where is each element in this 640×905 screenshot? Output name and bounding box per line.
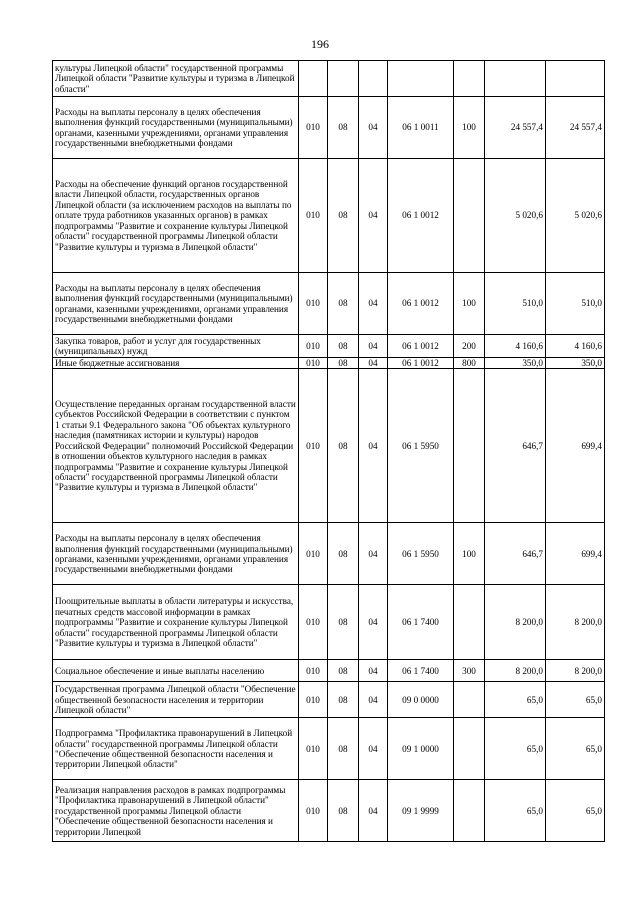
expense-type-code: 200: [454, 335, 485, 358]
amount-year-2: 699,4: [546, 369, 605, 523]
table-row: [53, 97, 605, 159]
table-row: [53, 585, 605, 660]
table-row: [53, 369, 605, 523]
amount-year-1: 5 020,6: [485, 159, 546, 273]
section-code: 08: [328, 718, 359, 780]
section-code: 08: [328, 660, 359, 682]
row-description: Государственная программа Липецкой области "Обеспечение общественной безопасности населения и территории Липецкой области": [53, 682, 299, 718]
table-row: [53, 273, 605, 335]
expense-type-code: 100: [454, 97, 485, 159]
subsection-code: 04: [359, 358, 388, 369]
target-article-code: 09 1 9999: [388, 780, 454, 842]
section-code: 08: [328, 369, 359, 523]
admin-code: 010: [299, 369, 328, 523]
amount-year-1: 8 200,0: [485, 585, 546, 660]
subsection-code: [359, 61, 388, 97]
admin-code: 010: [299, 682, 328, 718]
amount-year-1: [485, 61, 546, 97]
subsection-code: 04: [359, 780, 388, 842]
admin-code: 010: [299, 718, 328, 780]
amount-year-2: 65,0: [546, 718, 605, 780]
section-code: [328, 61, 359, 97]
table-row: [53, 61, 605, 97]
row-description: Осуществление переданных органам государственной власти субъектов Российской Федерации в соответствии с пунктом 1 статьи 9.1 Федерального закона "Об объектах культурного наследия (памятниках истории и культуры) народов Российской Федерации" полномочий Российской Федерации в отношении объектов культурного наследия в рамках подпрограммы "Развитие и сохранение культуры Липецкой области" государственной программы Липецкой области "Развитие культуры и туризма в Липецкой области": [53, 369, 299, 523]
admin-code: 010: [299, 97, 328, 159]
row-description: Расходы на выплаты персоналу в целях обеспечения выполнения функций государственными (муниципальными) органами, казенными учреждениями, органами управления государственными внебюджетными фондами: [53, 97, 299, 159]
amount-year-1: 8 200,0: [485, 660, 546, 682]
target-article-code: 09 0 0000: [388, 682, 454, 718]
table-row: [53, 682, 605, 718]
target-article-code: [388, 61, 454, 97]
subsection-code: 04: [359, 335, 388, 358]
amount-year-2: 4 160,6: [546, 335, 605, 358]
subsection-code: 04: [359, 273, 388, 335]
target-article-code: 06 1 0012: [388, 159, 454, 273]
section-code: 08: [328, 159, 359, 273]
target-article-code: 06 1 5950: [388, 523, 454, 585]
row-description: Подпрограмма "Профилактика правонарушений в Липецкой области" государственной программы Липецкой области "Обеспечение общественной безопасности населения и территории Липецкой области": [53, 718, 299, 780]
section-code: 08: [328, 523, 359, 585]
expense-type-code: [454, 61, 485, 97]
expense-type-code: [454, 718, 485, 780]
row-description: Закупка товаров, работ и услуг для государственных (муниципальных) нужд: [53, 335, 299, 358]
amount-year-1: 646,7: [485, 369, 546, 523]
row-description: Расходы на выплаты персоналу в целях обеспечения выполнения функций государственными (муниципальными) органами, казенными учреждениями, органами управления государственными внебюджетными фондами: [53, 523, 299, 585]
target-article-code: 06 1 0012: [388, 335, 454, 358]
expense-type-code: 100: [454, 273, 485, 335]
table-row: [53, 718, 605, 780]
section-code: 08: [328, 682, 359, 718]
expense-type-code: 300: [454, 660, 485, 682]
subsection-code: 04: [359, 682, 388, 718]
amount-year-2: 510,0: [546, 273, 605, 335]
amount-year-1: 510,0: [485, 273, 546, 335]
admin-code: 010: [299, 335, 328, 358]
row-description: Иные бюджетные ассигнования: [53, 358, 299, 369]
row-description: Социальное обеспечение и иные выплаты населению: [53, 660, 299, 682]
expense-type-code: [454, 369, 485, 523]
target-article-code: 09 1 0000: [388, 718, 454, 780]
expense-type-code: [454, 682, 485, 718]
expense-type-code: [454, 585, 485, 660]
subsection-code: 04: [359, 97, 388, 159]
section-code: 08: [328, 273, 359, 335]
amount-year-2: 8 200,0: [546, 660, 605, 682]
amount-year-2: 350,0: [546, 358, 605, 369]
amount-year-1: 65,0: [485, 718, 546, 780]
subsection-code: 04: [359, 660, 388, 682]
expense-type-code: 800: [454, 358, 485, 369]
amount-year-2: 24 557,4: [546, 97, 605, 159]
row-description: Расходы на обеспечение функций органов государственной власти Липецкой области, государственных органов Липецкой области (за исключением расходов на выплаты по оплате труда работников указанных органов) в рамках подпрограммы "Развитие и сохранение культуры Липецкой области" государственной программы Липецкой области "Развитие культуры и туризма в Липецкой области": [53, 159, 299, 273]
table-row: [53, 358, 605, 369]
expense-type-code: [454, 780, 485, 842]
row-description: Поощрительные выплаты в области литературы и искусства, печатных средств массовой информации в рамках подпрограммы "Развитие и сохранение культуры Липецкой области" государственной программы Липецкой области "Развитие культуры и туризма в Липецкой области": [53, 585, 299, 660]
amount-year-2: 699,4: [546, 523, 605, 585]
subsection-code: 04: [359, 718, 388, 780]
table-row: [53, 780, 605, 842]
budget-table: [52, 60, 605, 842]
section-code: 08: [328, 780, 359, 842]
admin-code: [299, 61, 328, 97]
row-description: Расходы на выплаты персоналу в целях обеспечения выполнения функций государственными (муниципальными) органами, казенными учреждениями, органами управления государственными внебюджетными фондами: [53, 273, 299, 335]
section-code: 08: [328, 97, 359, 159]
admin-code: 010: [299, 585, 328, 660]
amount-year-1: 646,7: [485, 523, 546, 585]
subsection-code: 04: [359, 159, 388, 273]
row-description: Реализация направления расходов в рамках подпрограммы "Профилактика правонарушений в Липецкой области" государственной программы Липецкой области "Обеспечение общественной безопасности населения и территории Липецкой: [53, 780, 299, 842]
table-row: [53, 523, 605, 585]
admin-code: 010: [299, 780, 328, 842]
expense-type-code: [454, 159, 485, 273]
admin-code: 010: [299, 660, 328, 682]
amount-year-1: 4 160,6: [485, 335, 546, 358]
expense-type-code: 100: [454, 523, 485, 585]
section-code: 08: [328, 585, 359, 660]
admin-code: 010: [299, 523, 328, 585]
table-row: [53, 159, 605, 273]
row-description: культуры Липецкой области" государственной программы Липецкой области "Развитие культуры и туризма в Липецкой области": [53, 61, 299, 97]
amount-year-2: 65,0: [546, 780, 605, 842]
target-article-code: 06 1 5950: [388, 369, 454, 523]
admin-code: 010: [299, 159, 328, 273]
admin-code: 010: [299, 273, 328, 335]
amount-year-1: 65,0: [485, 682, 546, 718]
subsection-code: 04: [359, 523, 388, 585]
amount-year-2: 8 200,0: [546, 585, 605, 660]
target-article-code: 06 1 0012: [388, 358, 454, 369]
target-article-code: 06 1 0011: [388, 97, 454, 159]
page-number: 196: [311, 37, 329, 51]
table-row: [53, 660, 605, 682]
target-article-code: 06 1 7400: [388, 660, 454, 682]
admin-code: 010: [299, 358, 328, 369]
table-row: [53, 335, 605, 358]
amount-year-2: 65,0: [546, 682, 605, 718]
target-article-code: 06 1 7400: [388, 585, 454, 660]
amount-year-2: [546, 61, 605, 97]
section-code: 08: [328, 358, 359, 369]
amount-year-1: 24 557,4: [485, 97, 546, 159]
amount-year-1: 350,0: [485, 358, 546, 369]
amount-year-2: 5 020,6: [546, 159, 605, 273]
target-article-code: 06 1 0012: [388, 273, 454, 335]
amount-year-1: 65,0: [485, 780, 546, 842]
section-code: 08: [328, 335, 359, 358]
subsection-code: 04: [359, 585, 388, 660]
subsection-code: 04: [359, 369, 388, 523]
